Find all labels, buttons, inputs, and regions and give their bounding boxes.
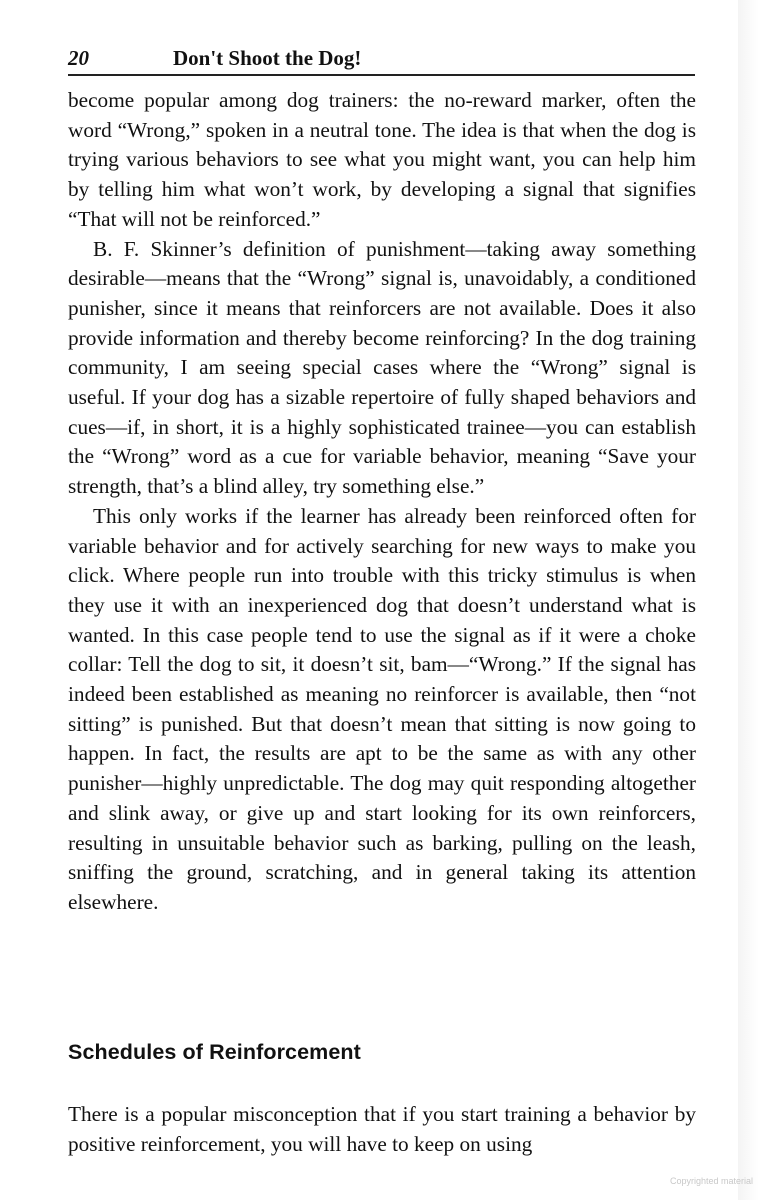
- paragraph-continued: become popular among dog trainers: the no-reward marker, often the word “Wrong,” spoken in a neutral tone. The idea is that when the dog is trying various behaviors to see what you might want, you can help him by telling him what won’t work, by developing a signal that signifies “That will not be reinforced.”: [68, 88, 696, 231]
- copyright-watermark: Copyrighted material: [670, 1176, 754, 1186]
- paragraph-variable-behavior: This only works if the learner has already been reinforced often for variable behavior and for actively searching for new ways to make you click. Where people run into trouble with this tricky stimulus is when they use it with an inexperienced dog that doesn’t understand what is wanted. In this case people tend to use the signal as if it were a choke collar: Tell the dog to sit, it doesn’t sit, bam—“Wrong.” If the signal has indeed been established as meaning no reinforcer is available, then “not sitting” is punished. But that doesn’t mean that sitting is now going to happen. In fact, the results are apt to be the same as with any other punisher—highly unpredictable. The dog may quit responding altogether and slink away, or give up and start looking for its own reinforcers, resulting in unsuitable behavior such as barking, pulling on the leash, sniffing the ground, scratching, and in general taking its attention elsewhere.: [68, 503, 696, 914]
- section-heading: Schedules of Reinforcement: [68, 1040, 361, 1064]
- paragraph-skinner-definition: B. F. Skinner’s definition of punishment—taking away something desirable—means that the “Wrong” signal is, unavoidably, a conditioned punisher, since it means that reinforcers are not available. Does it also provide information and thereby become reinforcing? In the dog training community, I am seeing special cases where the “Wrong” signal is useful. If your dog has a sizable repertoire of fully shaped behaviors and cues—if, in short, it is a highly sophisticated trainee—you can establish the “Wrong” word as a cue for variable behavior, meaning “Save your strength, that’s a blind alley, try something else.”: [68, 236, 696, 499]
- running-head: [68, 44, 695, 76]
- page-number: 20: [68, 46, 89, 70]
- book-title: Don't Shoot the Dog!: [173, 46, 362, 70]
- body-text: [68, 86, 696, 918]
- page-edge-shadow: [738, 0, 759, 1200]
- section-paragraph: There is a popular misconception that if you start training a behavior by positive reinforcement, you will have to keep on using: [68, 1102, 696, 1156]
